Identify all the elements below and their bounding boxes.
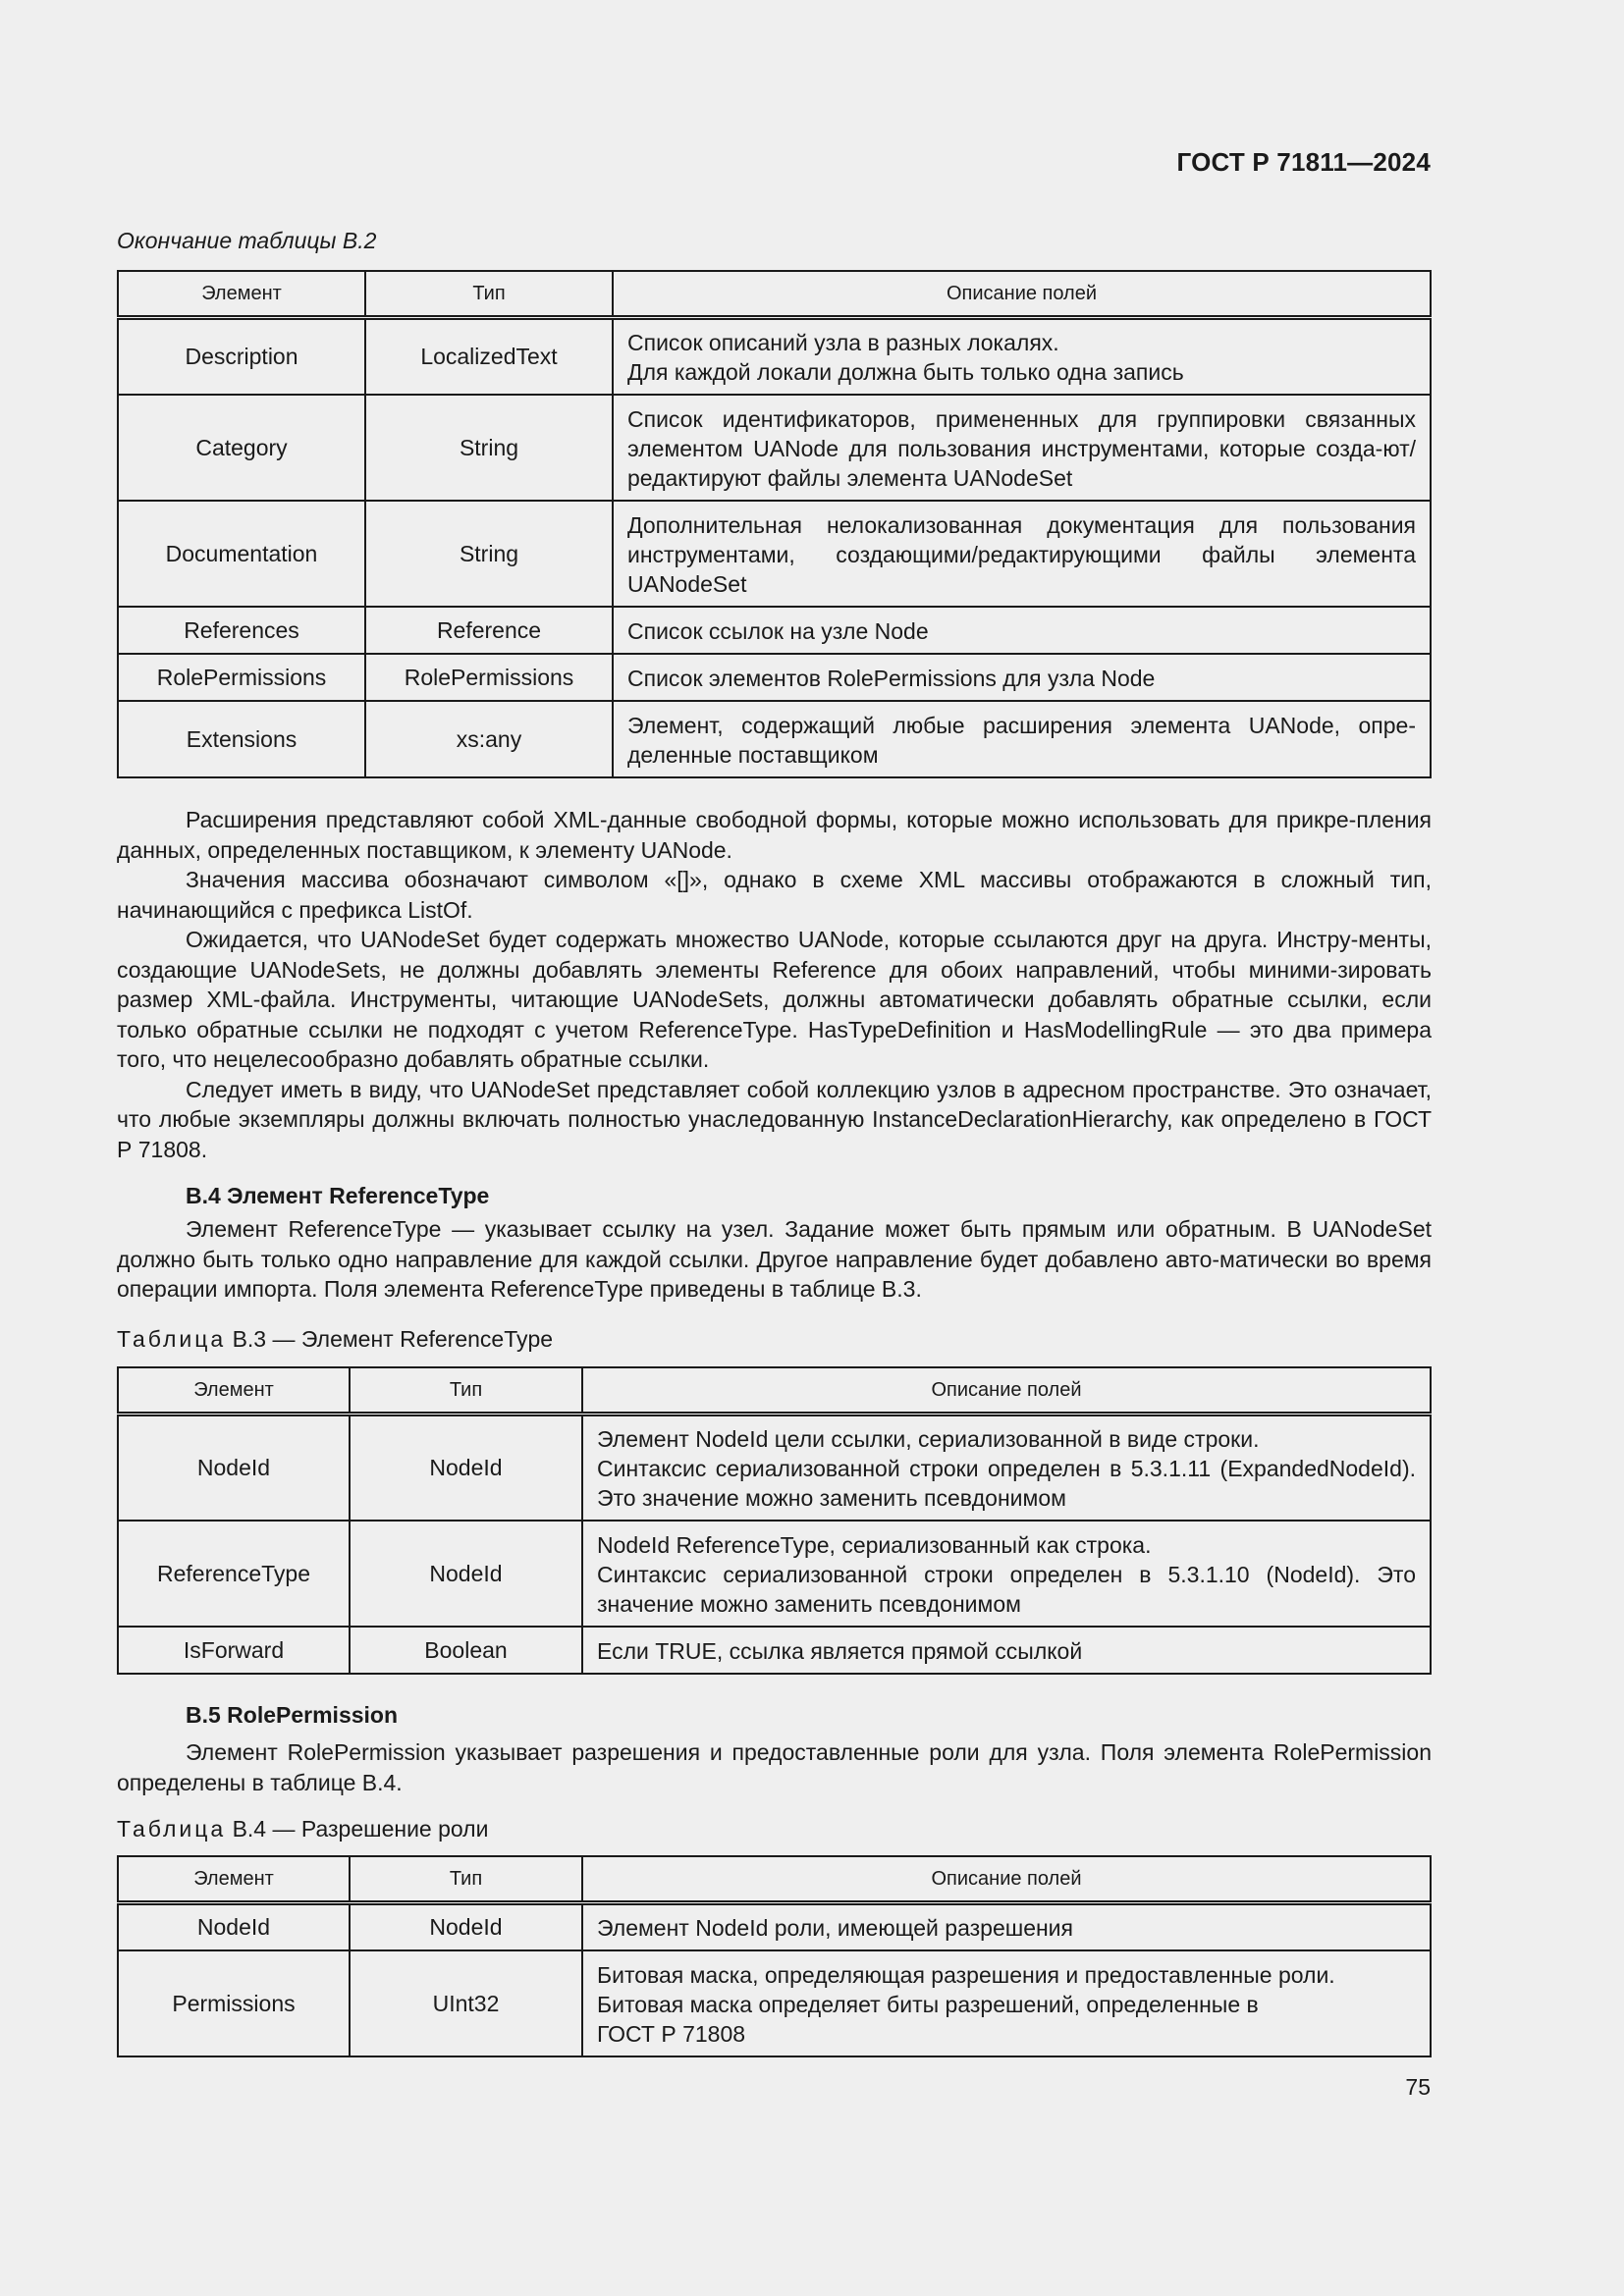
- table-row: [118, 654, 1431, 701]
- cell-type: NodeId: [350, 1521, 582, 1627]
- section-heading-b5: В.5 RolePermission: [186, 1702, 399, 1728]
- cell-element: Description: [118, 318, 365, 395]
- table-row: [118, 607, 1431, 654]
- table-header-row: [118, 271, 1431, 318]
- cell-element: NodeId: [118, 1903, 350, 1950]
- cell-description: Битовая маска, определяющая разрешения и предоставленные роли. Битовая маска определяет биты разрешений, определенные в ГОСТ Р 71808: [582, 1950, 1431, 2056]
- cell-element: ReferenceType: [118, 1521, 350, 1627]
- page-number: 75: [1405, 2074, 1431, 2100]
- caption-rest: В.3 — Элемент ReferenceType: [232, 1326, 554, 1352]
- cell-element: Category: [118, 395, 365, 501]
- paragraph: Значения массива обозначают символом «[]», однако в схеме XML массивы отображаются в сложный тип, начинающийся с префикса ListOf.: [117, 867, 1432, 923]
- table-row: [118, 1950, 1431, 2056]
- column-header-description: Описание полей: [582, 1367, 1431, 1415]
- paragraph: Элемент RolePermission указывает разрешения и предоставленные роли для узла. Поля элемента RolePermission определены в таблице В.4.: [117, 1739, 1432, 1795]
- cell-element: Documentation: [118, 501, 365, 607]
- paragraph: Ожидается, что UANodeSet будет содержать множество UANode, которые ссылаются друг на друга. Инстру-менты, создающие UANodeSets, не должны добавлять элементы Reference для обоих направлений, чтобы миними-зировать размер XML-файла. Инструменты, читающие UANodeSets, должны автоматически добавлять обратные ссылки, если только обратные ссылки не подходят с учетом ReferenceType. HasTypeDefinition и HasModellingRule — это два примера того, что нецелесообразно добавлять обратные ссылки.: [117, 927, 1432, 1072]
- column-header-type: Тип: [365, 271, 613, 318]
- cell-type: NodeId: [350, 1903, 582, 1950]
- table-row: [118, 1415, 1431, 1521]
- column-header-type: Тип: [350, 1367, 582, 1415]
- cell-description: Если TRUE, ссылка является прямой ссылкой: [582, 1627, 1431, 1674]
- cell-description: Список описаний узла в разных локалях. Для каждой локали должна быть только одна запись: [613, 318, 1431, 395]
- section-heading-b4: В.4 Элемент ReferenceType: [186, 1183, 490, 1208]
- table-b4-caption: [117, 1816, 488, 1842]
- column-header-element: Элемент: [118, 1856, 350, 1903]
- cell-type: String: [365, 395, 613, 501]
- cell-description: Список элементов RolePermissions для узла Node: [613, 654, 1431, 701]
- section-b5-text: [117, 1737, 1432, 1797]
- table-b2-caption: Окончание таблицы В.2: [117, 228, 377, 253]
- cell-element: IsForward: [118, 1627, 350, 1674]
- cell-type: RolePermissions: [365, 654, 613, 701]
- paragraph: Элемент ReferenceType — указывает ссылку на узел. Задание может быть прямым или обратным. В UANodeSet должно быть только одно направление для каждой ссылки. Другое направление будет добавлено авто-матически во время операции импорта. Поля элемента ReferenceType приведены в таблице В.3.: [117, 1216, 1432, 1302]
- table-row: [118, 1627, 1431, 1674]
- cell-description: Список идентификаторов, примененных для группировки связанных элементом UANode для пользования инструментами, которые созда-ют/редактируют файлы элемента UANodeSet: [613, 395, 1431, 501]
- table-row: [118, 1903, 1431, 1950]
- caption-rest: В.4 — Разрешение роли: [232, 1816, 489, 1842]
- cell-type: xs:any: [365, 701, 613, 777]
- table-b3-caption: [117, 1326, 553, 1353]
- body-paragraphs: [117, 805, 1432, 1164]
- cell-description: Дополнительная нелокализованная документация для пользования инструментами, создающими/редактирующими файлы элемента UANodeSet: [613, 501, 1431, 607]
- cell-description: Элемент NodeId роли, имеющей разрешения: [582, 1903, 1431, 1950]
- cell-type: Boolean: [350, 1627, 582, 1674]
- column-header-element: Элемент: [118, 1367, 350, 1415]
- caption-word: Таблица: [117, 1816, 227, 1842]
- standard-header: ГОСТ Р 71811—2024: [1176, 147, 1431, 177]
- table-row: [118, 318, 1431, 395]
- column-header-description: Описание полей: [582, 1856, 1431, 1903]
- cell-type: UInt32: [350, 1950, 582, 2056]
- cell-type: String: [365, 501, 613, 607]
- cell-type: Reference: [365, 607, 613, 654]
- table-row: [118, 701, 1431, 777]
- column-header-description: Описание полей: [613, 271, 1431, 318]
- cell-element: Extensions: [118, 701, 365, 777]
- cell-element: References: [118, 607, 365, 654]
- table-b4: [117, 1855, 1432, 2057]
- column-header-type: Тип: [350, 1856, 582, 1903]
- cell-element: RolePermissions: [118, 654, 365, 701]
- cell-element: NodeId: [118, 1415, 350, 1521]
- table-header-row: [118, 1856, 1431, 1903]
- paragraph: Расширения представляют собой XML-данные свободной формы, которые можно использовать для прикре-пления данных, определенных поставщиком, к элементу UANode.: [117, 807, 1432, 863]
- cell-description: NodeId ReferenceType, сериализованный как строка. Синтаксис сериализованной строки определен в 5.3.1.10 (NodeId). Это значение можно заменить псевдонимом: [582, 1521, 1431, 1627]
- cell-type: NodeId: [350, 1415, 582, 1521]
- section-b4-text: [117, 1214, 1432, 1305]
- cell-description: Элемент, содержащий любые расширения элемента UANode, опре-деленные поставщиком: [613, 701, 1431, 777]
- paragraph: Следует иметь в виду, что UANodeSet представляет собой коллекцию узлов в адресном пространстве. Это означает, что любые экземпляры должны включать полностью унаследованную InstanceDeclarationHierarchy, как определено в ГОСТ Р 71808.: [117, 1076, 1432, 1162]
- cell-element: Permissions: [118, 1950, 350, 2056]
- cell-description: Список ссылок на узле Node: [613, 607, 1431, 654]
- table-b3: [117, 1366, 1432, 1675]
- column-header-element: Элемент: [118, 271, 365, 318]
- caption-word: Таблица: [117, 1326, 227, 1352]
- table-b2: [117, 270, 1432, 778]
- table-row: [118, 395, 1431, 501]
- cell-description: Элемент NodeId цели ссылки, сериализованной в виде строки. Синтаксис сериализованной строки определен в 5.3.1.11 (ExpandedNodeId). Это значение можно заменить псевдонимом: [582, 1415, 1431, 1521]
- cell-type: LocalizedText: [365, 318, 613, 395]
- table-row: [118, 501, 1431, 607]
- table-row: [118, 1521, 1431, 1627]
- table-header-row: [118, 1367, 1431, 1415]
